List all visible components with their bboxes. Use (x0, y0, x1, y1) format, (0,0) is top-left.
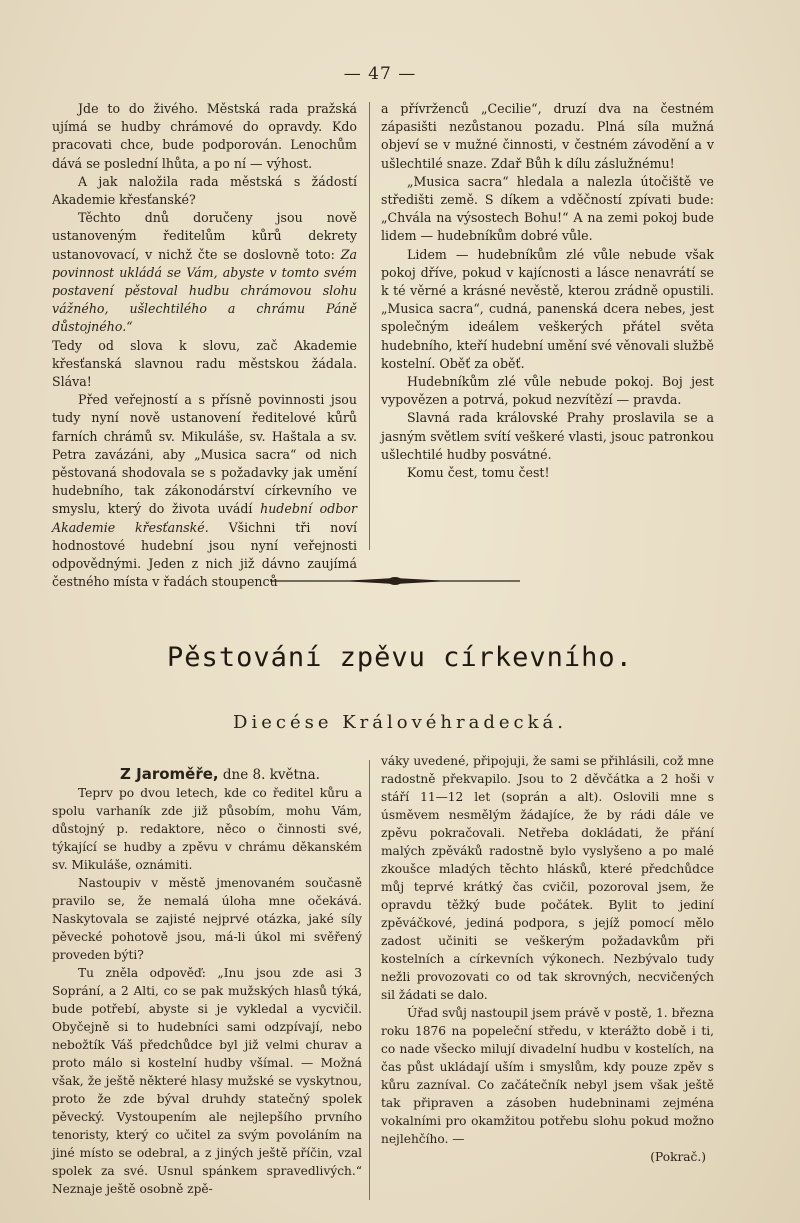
report-place: Z Jaroměře, (120, 765, 219, 783)
report-date: dne 8. května. (222, 767, 320, 783)
column-divider (369, 760, 370, 1200)
top-right-column (381, 100, 714, 482)
paragraph (52, 209, 357, 336)
paragraph: Nastoupiv v městě jmenovaném současně pravilo se, že nemalá úloha mne očekává. Naskytovala se zajisté nejprvé otázka, jaké síly pěvecké pohotově jsou, má-li úkol mi svěřený proveden býti? (52, 876, 362, 962)
paragraph-text: Těchto dnů doručeny jsou nově ustanoveným ředitelům kůrů dekrety ustanovovací, v nichž čte se doslovně toto: (52, 210, 357, 262)
paragraph-text: Před veřejností a s přísně povinnosti jsou tudy nyní nově ustanovení ředitelové kůrů farních chrámů sv. Mikuláše, sv. Haštala a sv. Petra zavázáni, aby „Musica sacra“ od nich pěstovaná shodovala se s požadavky jak umění hudebního, tak zákonodárství církevního ve smyslu, který do života uvádí (52, 392, 357, 517)
paragraph: Tedy od slova k slovu, zač Akademie křesťanská slavnou radu městskou žádala. Sláva! (52, 337, 357, 390)
paragraph: Tu zněla odpověď: „Inu jsou zde asi 3 Soprání, a 2 Alti, co se pak mužských hlasů týká, bude potřebí, abyste si je vykledal a vycvičil. Obyčejně si to hudebníci sami odzpívají, nebo nebožtík Váš předchůdce byl již velmi churav a proto málo si kostelní hudby všímal. — Možná však, že ještě některé hlasy mužské se vyskytnou, proto že zde býval druhdy statečný spolek pěvecký. Vystoupením ale nejlepšího prvního tenoristy, který co učitel za svým povoláním na jiné místo se odebral, a z jiných ještě příčin, vzal spolek za své. Usnul spánkem spravedlivých.“ Neznaje ještě osobně zpě- (52, 966, 362, 1196)
paragraph: Komu čest, tomu čest! (407, 465, 550, 481)
paragraph: A jak naložila rada městská s žádostí Akademie křesťanské? (52, 173, 357, 208)
bottom-right-column (381, 752, 714, 1166)
paragraph: Slavná rada královské Prahy proslavila se a jasným světlem svítí veškeré vlasti, jsouc patronkou ušlechtilé hudby posvátné. (381, 410, 714, 462)
paragraph-text: Všichni tři noví hodnostové hudební jsou nyní veřejnosti odpovědnými. Jeden z nich již dávno zaujímá čestného místa v řadách stoupenců (52, 519, 357, 590)
report-heading (52, 765, 362, 784)
decree-quote: Za povinnost ukládá se Vám, abyste v tomto svém postavení pěstoval hudbu chrámovou slohu vážného, ušlechtilého a chrámu Páně důstojného.“ (52, 246, 358, 335)
paragraph (52, 391, 357, 591)
paragraph: Úřad svůj nastoupil jsem právě v postě, 1. března roku 1876 na popeleční středu, v kterážto době i ti, co nade všecko milují divadelní hudbu v kostelích, na čas půst ukládají uším i smyslům, kdy pouze zpěv s kůru zazníval. Co začátečník nebyl jsem však ještě tak připraven a zásoben hudebninami zejména vokalními pro okamžitou potřebu slohu pokud možno nejlehčího. — (381, 1006, 714, 1146)
column-divider (369, 102, 370, 550)
paragraph: „Musica sacra“ hledala a nalezla útočiště ve středišti země. S díkem a vděčností zpívati bude: „Chvála na výsostech Bohu!“ A na zemi pokoj bude lidem — hudebníkům dobré vůle. (381, 173, 714, 244)
paragraph: Hudebníkům zlé vůle nebude pokoj. Boj jest vypovězen a potrvá, pokud nezvítězí — pravda. (381, 374, 714, 408)
continuation-note: (Pokrač.) (650, 1150, 706, 1164)
section-title: Pěstování zpěvu církevního. (167, 642, 633, 673)
page-number: — 47 — (343, 64, 417, 84)
paragraph: Lidem — hudebníkům zlé vůle nebude však pokoj dříve, pokud v kajícnosti a lásce nenavrátí se k té věrné a krásné nevěstě, kterou zrádně opustili. „Musica sacra“, cudná, panenská dcera nebes, jest společným ideálem veškerých přátel světa hudebního, kteří hudební umění své věnovali službě kostelní. Oběť za oběť. (381, 246, 714, 371)
paragraph: Jde to do živého. Městská rada pražská ujímá se hudby chrámové do opravdy. Kdo pracovati chce, bude podporován. Lenochům dává se poslední lhůta, a po ní — výhost. (52, 101, 357, 171)
bottom-left-column (52, 765, 362, 1198)
top-left-column (52, 100, 357, 591)
ornament-divider (270, 574, 520, 588)
hudebni-odbor-emphasis: hudební odbor Akademie křesťanské. (52, 501, 357, 535)
paragraph: Teprv po dvou letech, kde co ředitel kůru a spolu varhaník zde již působím, mohu Vám, důstojný p. redaktore, něco o činnosti své, týkající se hudby a zpěvu v chrámu děkanském sv. Mikuláše, oznámiti. (52, 786, 362, 872)
subsection-title: Diecése Královéhradecká. (233, 712, 567, 733)
paragraph: a přívrženců „Cecilie“, druzí dva na čestném zápasišti nezůstanou pozadu. Plná síla mužná objeví se v mužné činnosti, v čestném závodění a v ušlechtilé snaze. Zdař Bůh k dílu záslužnému! (381, 101, 714, 171)
paragraph: váky uvedené, připojuji, že sami se přihlásili, což mne radostně překvapilo. Jsou to 2 děvčátka a 2 hoši v stáří 11—12 let (soprán a alt). Oslovili mne s úsměvem nesmělým žádajíce, že by rádi dále ve zpěvu pokračovali. Netřeba dokládati, že přání malých zpěváků radostně bylo vyslyšeno a po malé zkoušce mladých těchto hlásků, které předchůdce můj teprvé krátký čas cvičil, pozoroval jsem, že opravdu těžký bude počátek. Bylit to jediní zpěváčkové, jediná podpora, s jejíž pomocí mělo zadost učiniti se veškerým požadavkům při kostelních a církevních výkonech. Nezbývalo tudy nežli provozovati co od tak skrovných, necvičených sil žádati se dalo. (381, 754, 714, 1002)
